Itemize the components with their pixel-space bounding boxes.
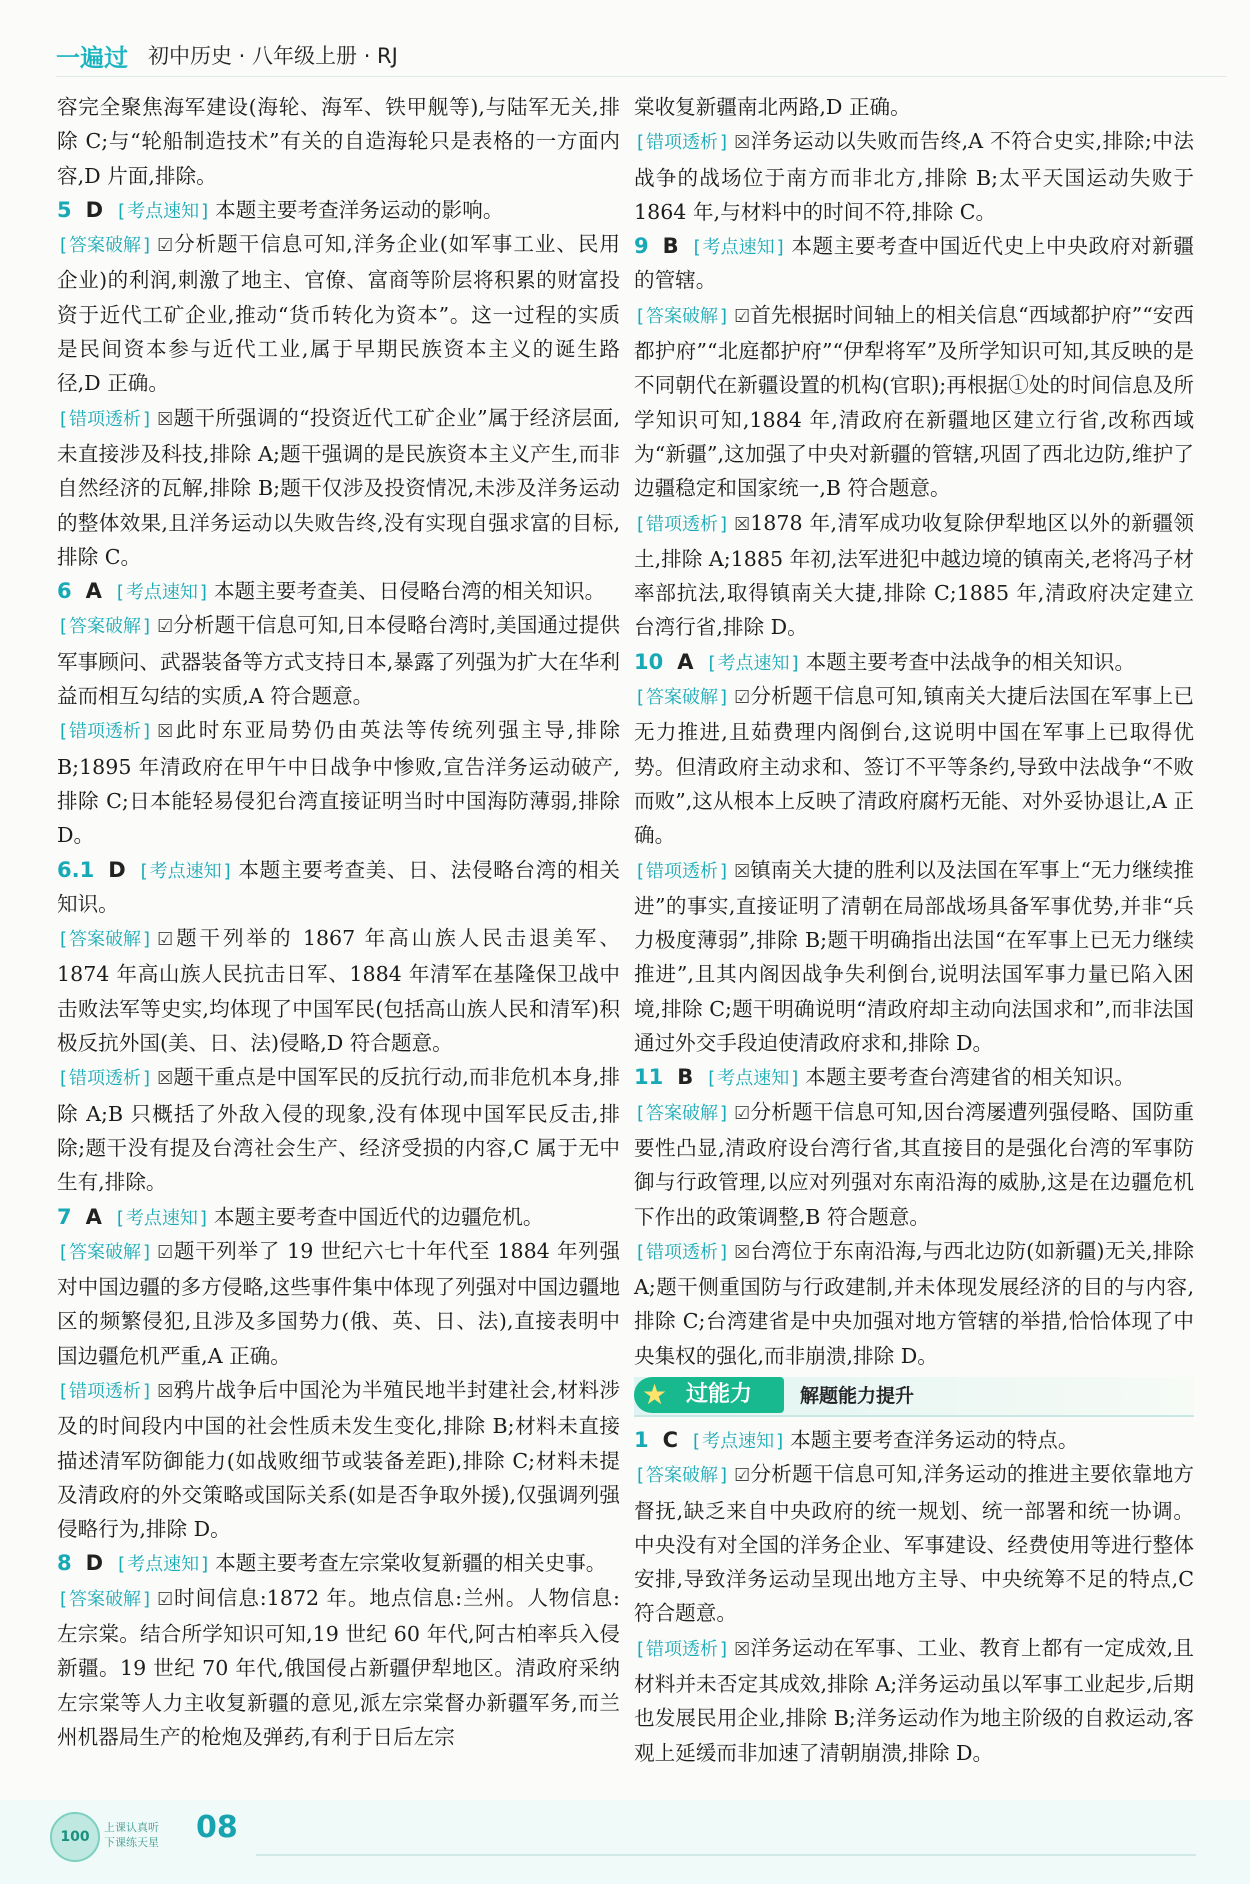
answer-letter: B <box>662 234 679 259</box>
cross-icon: ☒ <box>734 1241 751 1263</box>
cuoxiang-text: 题干重点是中国军民的反抗行动,而非危机本身,排除 A;B 只概括了外敌入侵的现象,没有体现中国军民反击,排除;题干没有提及台湾社会生产、经济受损的内容,C 属于无中生有,排除。 <box>57 1065 620 1195</box>
daan-label: [ 答案破解 ] <box>634 305 730 329</box>
daan-text: 分析题干信息可知,因台湾屡遭列强侵略、国防重要性凸显,清政府设台湾行省,其直接目的是强化台湾的军事防御与行政管理,以应对列强对东南沿海的威胁,这是在边疆危机下作出的政策调整,B 符合题意。 <box>634 1099 1194 1229</box>
daan-label: [ 答案破解 ] <box>57 234 153 258</box>
kaodian-label: [ 考点速知 ] <box>690 1430 786 1454</box>
kaodian-text: 本题主要考查台湾建省的相关知识。 <box>805 1065 1135 1090</box>
kaodian-label: [ 考点速知 ] <box>705 1067 801 1091</box>
header-divider <box>56 76 1226 77</box>
star-icon: ★ <box>642 1377 668 1411</box>
question-number: 7 <box>57 1204 72 1229</box>
answer-analysis <box>634 1457 1194 1630</box>
cuoxiang-label: [ 错项透析 ] <box>634 860 730 884</box>
kaodian-text: 本题主要考查中国近代的边疆危机。 <box>213 1204 544 1229</box>
kaodian-label: [ 考点速知 ] <box>115 200 211 224</box>
footer-slogan <box>104 1820 159 1850</box>
cross-icon: ☒ <box>157 1380 174 1402</box>
kaodian-text: 本题主要考查左宗棠收复新疆的相关史事。 <box>215 1551 607 1576</box>
wrong-option-analysis <box>634 506 1194 645</box>
question-8 <box>57 1546 620 1580</box>
check-icon: ☑ <box>734 687 751 709</box>
wrong-option-analysis <box>57 401 620 574</box>
answer-letter: A <box>677 649 694 674</box>
answer-analysis <box>57 227 620 400</box>
cuoxiang-text: 题干所强调的“投资近代工矿企业”属于经济层面,未直接涉及科技,排除 A;题干强调的是民族资本主义产生,而非自然经济的瓦解,排除 B;题干仅涉及投资情况,未涉及洋务运动的整体效果,且洋务运动以失败告终,没有实现自强求富的目标,排除 C。 <box>57 405 620 569</box>
question-number: 9 <box>634 234 649 259</box>
brand-logo: 一遍过 <box>56 44 128 72</box>
footer-divider <box>256 1854 1196 1856</box>
cross-icon: ☒ <box>157 408 174 430</box>
answer-analysis <box>57 1581 620 1754</box>
wrong-option-analysis <box>57 1373 620 1546</box>
question-number: 11 <box>634 1065 664 1090</box>
daan-label: [ 答案破解 ] <box>634 1464 730 1488</box>
daan-text: 分析题干信息可知,洋务企业(如军事工业、民用企业)的利润,刺激了地主、官僚、富商等阶层将积累的财富投资于近代工矿企业,推动“货币转化为资本”。这一过程的实质是民间资本参与近代工业,属于早期民族资本主义的诞生路径,D 正确。 <box>57 232 620 396</box>
check-icon: ☑ <box>157 616 174 638</box>
kaodian-label: [ 考点速知 ] <box>114 1207 210 1231</box>
question-11 <box>634 1060 1194 1094</box>
cuoxiang-text: 此时东亚局势仍由英法等传统列强主导,排除 B;1895 年清政府在甲午中日战争中惨败,宣告洋务运动破产,排除 C;日本能轻易侵犯台湾直接证明当时中国海防薄弱,排除 D。 <box>57 718 620 848</box>
kaodian-label: [ 考点速知 ] <box>138 860 234 884</box>
cuoxiang-label: [ 错项透析 ] <box>57 408 153 432</box>
daan-label: [ 答案破解 ] <box>57 1241 153 1265</box>
kaodian-text: 本题主要考查中国近代史上中央政府对新疆的管辖。 <box>634 234 1194 293</box>
question-number: 1 <box>634 1427 649 1452</box>
kaodian-text: 本题主要考查洋务运动的特点。 <box>790 1427 1079 1452</box>
question-6 <box>57 574 620 608</box>
daan-label: [ 答案破解 ] <box>634 686 730 710</box>
wrong-option-analysis <box>634 1631 1194 1770</box>
section-header <box>634 1377 1194 1417</box>
page-header <box>0 0 1250 100</box>
wrong-option-analysis <box>634 853 1194 1061</box>
answer-analysis <box>57 921 620 1060</box>
daan-text: 时间信息:1872 年。地点信息:兰州。人物信息:左宗棠。结合所学知识可知,19 世纪 60 年代,阿古柏率兵入侵新疆。19 世纪 70 年代,俄国侵占新疆伊犁地区。清政府采纳左宗棠等人力主收复新疆的意见,派左宗棠督办新疆军务,而兰州机器局生产的枪炮及弹药,有利于日后左宗 <box>57 1585 620 1749</box>
kaodian-label: [ 考点速知 ] <box>115 1553 211 1577</box>
answer-letter: D <box>85 1551 104 1576</box>
section-subtitle: 解题能力提升 <box>800 1384 915 1407</box>
daan-label: [ 答案破解 ] <box>57 1588 153 1612</box>
cuoxiang-label: [ 错项透析 ] <box>57 720 153 744</box>
check-icon: ☑ <box>157 929 174 951</box>
cross-icon: ☒ <box>734 1638 751 1660</box>
answer-letter: A <box>85 579 102 604</box>
question-9 <box>634 229 1194 298</box>
question-number: 5 <box>57 197 72 222</box>
question-number: 6.1 <box>57 857 95 882</box>
kaodian-text: 本题主要考查美、日侵略台湾的相关知识。 <box>213 579 606 604</box>
kaodian-label: [ 考点速知 ] <box>706 652 802 676</box>
cross-icon: ☒ <box>734 132 751 154</box>
cross-icon: ☒ <box>734 513 751 535</box>
cuoxiang-label: [ 错项透析 ] <box>634 131 730 155</box>
cuoxiang-label: [ 错项透析 ] <box>57 1067 153 1091</box>
kaodian-label: [ 考点速知 ] <box>691 236 787 260</box>
daan-label: [ 答案破解 ] <box>57 928 153 952</box>
answer-letter: C <box>662 1427 679 1452</box>
answer-analysis <box>634 1095 1194 1234</box>
daan-label: [ 答案破解 ] <box>57 615 153 639</box>
answer-analysis <box>634 679 1194 852</box>
cuoxiang-text: 鸦片战争后中国沦为半殖民地半封建社会,材料涉及的时间段内中国的社会性质未发生变化,排除 B;材料未直接描述清军防御能力(如战败细节或装备差距),排除 C;材料未提及清政府的外交策略或国际关系(如是否争取外援),仅强调列强侵略行为,排除 D。 <box>57 1377 620 1542</box>
answer-letter: B <box>677 1065 694 1090</box>
question-10 <box>634 645 1194 679</box>
daan-text: 分析题干信息可知,日本侵略台湾时,美国通过提供军事顾问、武器装备等方式支持日本,暴露了列强为扩大在华利益而相互勾结的实质,A 符合题意。 <box>57 613 620 709</box>
wrong-option-analysis <box>57 713 620 852</box>
cuoxiang-text: 镇南关大捷的胜利以及法国在军事上“无力继续推进”的事实,直接证明了清朝在局部战场具备军事优势,并非“兵力极度薄弱”,排除 B;题干明确指出法国“在军事上已无力继续推进”,且其内阁因战争失利倒台,说明法国军事力量已陷入困境,排除 C;题干明确说明“清政府却主动向法国求和”,而非法国通过外交手段迫使清政府求和,排除 D。 <box>634 857 1194 1056</box>
check-icon: ☑ <box>734 1102 751 1124</box>
answer-analysis <box>57 1234 620 1373</box>
question-7 <box>57 1200 620 1234</box>
kaodian-text: 本题主要考查洋务运动的影响。 <box>215 197 504 222</box>
book-title: 初中历史 · 八年级上册 · RJ <box>148 44 398 68</box>
cuoxiang-text: 1878 年,清军成功收复除伊犁地区以外的新疆领土,排除 A;1885 年初,法军进犯中越边境的镇南关,老将冯子材率部抗法,取得镇南关大捷,排除 C;1885 年,清政府决定建立台湾行省,排除 D。 <box>634 510 1195 640</box>
cuoxiang-text: 洋务运动以失败而告终,A 不符合史实,排除;中法战争的战场位于南方而非北方,排除 B;太平天国运动失败于 1864 年,与材料中的时间不符,排除 C。 <box>634 129 1194 224</box>
question-5 <box>57 193 620 227</box>
cuoxiang-label: [ 错项透析 ] <box>634 1638 730 1662</box>
cuoxiang-label: [ 错项透析 ] <box>57 1380 153 1404</box>
answer-analysis <box>57 608 620 713</box>
slogan-line-1: 上课认真听 <box>104 1821 159 1834</box>
section-title: 过能力 <box>686 1381 753 1407</box>
answer-letter: D <box>108 857 126 882</box>
page-number: 08 <box>196 1810 238 1845</box>
daan-text: 分析题干信息可知,镇南关大捷后法国在军事上已无力推进,且茹费理内阁倒台,这说明中国在军事上已取得优势。但清政府主动求和、签订不平等条约,导致中法战争“不败而败”,这从根本上反映了清政府腐朽无能、对外妥协退让,A 正确。 <box>634 684 1194 848</box>
daan-text: 分析题干信息可知,洋务运动的推进主要依靠地方督抚,缺乏来自中央政府的统一规划、统一部署和统一协调。中央没有对全国的洋务企业、军事建设、经费使用等进行整体安排,导致洋务运动呈现出地方主导、中央统筹不足的特点,C 符合题意。 <box>634 1462 1194 1626</box>
check-icon: ☑ <box>734 1465 751 1487</box>
cuoxiang-label: [ 错项透析 ] <box>634 1241 730 1265</box>
question-number: 10 <box>634 649 664 674</box>
cuoxiang-text: 台湾位于东南沿海,与西北边防(如新疆)无关,排除 A;题干侧重国防与行政建制,并未体现发展经济的目的与内容,排除 C;台湾建省是中央加强对地方管辖的举措,恰恰体现了中央集权的强化,而非崩溃,排除 D。 <box>634 1238 1194 1368</box>
right-column <box>634 90 1194 1770</box>
kaodian-text: 本题主要考查中法战争的相关知识。 <box>805 649 1136 674</box>
section-badge <box>634 1377 784 1413</box>
left-column <box>57 90 620 1754</box>
continued-text: 容完全聚焦海军建设(海轮、海军、铁甲舰等),与陆军无关,排除 C;与“轮船制造技术”有关的自造海轮只是表格的一方面内容,D 片面,排除。 <box>57 95 620 188</box>
cross-icon: ☒ <box>157 721 174 743</box>
wrong-option-analysis <box>634 124 1194 229</box>
check-icon: ☑ <box>734 305 751 327</box>
check-icon: ☑ <box>157 1588 174 1610</box>
answer-letter: A <box>85 1204 102 1229</box>
kaodian-label: [ 考点速知 ] <box>114 581 210 605</box>
question-number: 6 <box>57 579 72 604</box>
answer-letter: D <box>85 197 104 222</box>
daan-label: [ 答案破解 ] <box>634 1102 730 1126</box>
wrong-option-analysis <box>57 1060 620 1199</box>
kaodian-text: 本题主要考查美、日、法侵略台湾的相关知识。 <box>57 857 620 916</box>
daan-text: 题干列举的 1867 年高山族人民击退美军、1874 年高山族人民抗击日军、1884 年清军在基隆保卫战中击败法军等史实,均体现了中国军民(包括高山族人民和清军)积极反抗外国(美、日、法)侵略,D 符合题意。 <box>57 926 620 1056</box>
answer-analysis <box>634 298 1194 506</box>
ability-question-1 <box>634 1423 1194 1457</box>
mascot-badge-icon: 100 <box>50 1812 100 1862</box>
daan-text: 题干列举了 19 世纪六七十年代至 1884 年列强对中国边疆的多方侵略,这些事件集中体现了列强对中国边疆地区的频繁侵犯,且涉及多国势力(俄、英、日、法),直接表明中国边疆危机严重,A 正确。 <box>57 1238 620 1368</box>
daan-text: 首先根据时间轴上的相关信息“西域都护府”“安西都护府”“北庭都护府”“伊犁将军”及所学知识可知,其反映的是不同朝代在新疆设置的机构(官职);再根据①处的时间信息及所学知识可知,1884 年,清政府在新疆地区建立行省,改称西域为“新疆”,这加强了中央对新疆的管辖,巩固了西北边防,维护了边疆稳定和国家统一,B 符合题意。 <box>634 302 1194 501</box>
question-number: 8 <box>57 1551 72 1576</box>
cross-icon: ☒ <box>734 860 751 882</box>
slogan-line-2: 下课练天星 <box>104 1836 159 1849</box>
wrong-option-analysis <box>634 1234 1194 1373</box>
question-6-1 <box>57 853 620 922</box>
footer-band <box>0 1800 1250 1884</box>
check-icon: ☑ <box>157 235 174 257</box>
cross-icon: ☒ <box>157 1068 174 1090</box>
check-icon: ☑ <box>157 1241 174 1263</box>
cuoxiang-label: [ 错项透析 ] <box>634 513 730 537</box>
cuoxiang-text: 洋务运动在军事、工业、教育上都有一定成效,且材料并未否定其成效,排除 A;洋务运动虽以军事工业起步,后期也发展民用企业,排除 B;洋务运动作为地主阶级的自救运动,客观上延缓而非加速了清朝崩溃,排除 D。 <box>634 1635 1194 1765</box>
continued-text: 棠收复新疆南北两路,D 正确。 <box>634 95 911 119</box>
